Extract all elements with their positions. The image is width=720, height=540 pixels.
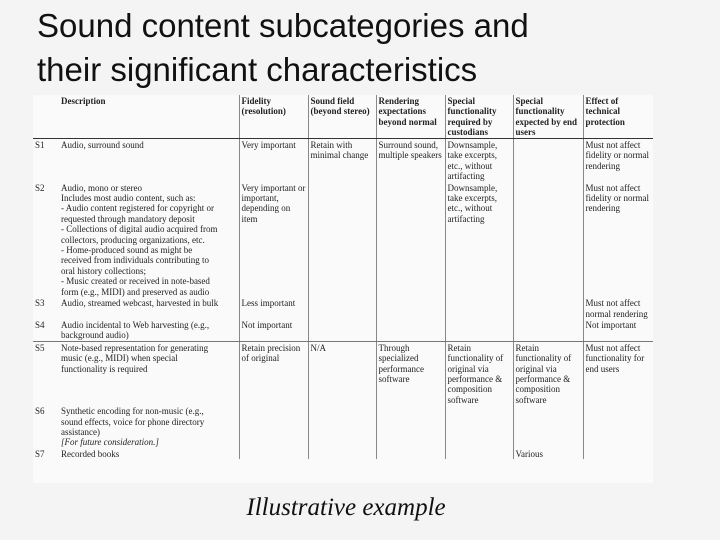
- row-id: S4: [33, 319, 59, 341]
- row-sound-field: [308, 405, 376, 448]
- header-rendering: Rendering expectations beyond normal: [376, 95, 445, 139]
- row-id: S7: [35, 448, 45, 459]
- row-special-end-users: [513, 405, 583, 448]
- row-id: S2: [35, 182, 45, 193]
- table-row: [33, 139, 653, 182]
- row-description: [59, 297, 239, 319]
- description-line: Audio, mono or stereo: [61, 182, 142, 193]
- description-line: received from individuals contributing to: [61, 255, 209, 266]
- row-effect: Must not affect functionality for end users: [583, 341, 653, 405]
- row-special-end-users: [513, 319, 583, 341]
- table-row: [33, 182, 653, 297]
- description-line: sound effects, voice for phone directory: [61, 416, 205, 427]
- description-line: form (e.g., MIDI) and preserved as audio: [61, 286, 210, 297]
- row-id: S6: [35, 406, 45, 417]
- description-line: background audio): [61, 330, 129, 341]
- description-line: Synthetic encoding for non-music (e.g.,: [61, 406, 204, 417]
- row-rendering: Through specialized performance software: [376, 341, 445, 405]
- row-special-custodians: Retain functionality of original via performance & composition software: [445, 341, 513, 405]
- row-sound-field: [308, 182, 376, 297]
- row-description: [59, 139, 239, 182]
- row-fidelity: Not important: [239, 319, 308, 341]
- row-effect: Must not affect fidelity or normal rendering: [583, 139, 653, 182]
- row-effect: Must not affect fidelity or normal rendering: [583, 182, 653, 297]
- table-row: [33, 341, 653, 405]
- row-rendering: Surround sound, multiple speakers: [376, 139, 445, 182]
- row-special-end-users: [513, 297, 583, 319]
- row-fidelity: Very important or important, depending on item: [239, 182, 308, 297]
- description-line: Audio incidental to Web harvesting (e.g.,: [61, 319, 210, 330]
- row-id: S3: [35, 298, 45, 309]
- row-effect: [583, 448, 653, 459]
- row-fidelity: Less important: [239, 297, 308, 319]
- description-line: - Home-produced sound as might be: [61, 245, 193, 256]
- slide-title: [37, 4, 697, 92]
- row-fidelity: [239, 448, 308, 459]
- row-effect: Not important: [583, 319, 653, 341]
- description-line: music (e.g., MIDI) when special: [61, 353, 178, 364]
- title-line-2: their significant characteristics: [37, 51, 478, 88]
- header-description: Description: [59, 95, 239, 139]
- row-rendering: [376, 319, 445, 341]
- caption: Illustrative example: [246, 494, 446, 521]
- row-rendering: [376, 297, 445, 319]
- description-line: - Collections of digital audio acquired from: [61, 224, 218, 235]
- row-special-end-users: [513, 182, 583, 297]
- header-fidelity: Fidelity (resolution): [239, 95, 308, 139]
- header-id: [33, 95, 59, 139]
- row-description: [59, 448, 239, 459]
- row-id: S1: [35, 140, 45, 150]
- header-special-end-users: Special functionality expected by end users: [513, 95, 583, 139]
- row-special-custodians: [445, 448, 513, 459]
- row-rendering: [376, 182, 445, 297]
- row-description: [59, 319, 239, 341]
- row-special-custodians: [445, 297, 513, 319]
- row-special-custodians: [445, 319, 513, 341]
- table-header-row: [33, 95, 653, 139]
- row-special-custodians: Downsample, take excerpts, etc., without artifacting: [445, 182, 513, 297]
- description-line: - Audio content registered for copyright or: [61, 203, 214, 214]
- table-row: [33, 448, 653, 459]
- row-fidelity: Very important: [239, 139, 308, 182]
- row-description: [59, 341, 239, 405]
- row-sound-field: [308, 297, 376, 319]
- row-effect: Must not affect normal rendering: [583, 297, 653, 319]
- description-line: Audio, streamed webcast, harvested in bulk: [61, 298, 219, 309]
- table-row: [33, 319, 653, 341]
- description-line: [For future consideration.]: [61, 437, 159, 448]
- description-line: Recorded books: [61, 448, 120, 459]
- header-effect: Effect of technical protection: [583, 95, 653, 139]
- row-special-end-users: Retain functionality of original via performance & composition software: [513, 341, 583, 405]
- description-line: Includes most audio content, such as:: [61, 193, 196, 204]
- description-line: requested through mandatory deposit: [61, 213, 195, 224]
- characteristics-table-scan: [33, 95, 653, 483]
- row-sound-field: Retain with minimal change: [308, 139, 376, 182]
- table-row: [33, 297, 653, 319]
- row-special-end-users: Various: [513, 448, 583, 459]
- title-line-1: Sound content subcategories and: [37, 7, 529, 44]
- description-line: collectors, producing organizations, etc.: [61, 234, 205, 245]
- row-rendering: [376, 405, 445, 448]
- row-sound-field: N/A: [308, 341, 376, 405]
- row-fidelity: [239, 405, 308, 448]
- row-special-custodians: [445, 405, 513, 448]
- description-line: oral history collections;: [61, 265, 146, 276]
- row-fidelity: Retain precision of original: [239, 341, 308, 405]
- row-sound-field: [308, 319, 376, 341]
- row-sound-field: [308, 448, 376, 459]
- description-line: Audio, surround sound: [61, 140, 144, 150]
- row-id: S5: [35, 342, 45, 353]
- characteristics-table: [33, 95, 653, 459]
- row-description: [59, 405, 239, 448]
- row-effect: [583, 405, 653, 448]
- header-special-custodians: Special functionality required by custodians: [445, 95, 513, 139]
- description-line: - Music created or received in note-based: [61, 276, 210, 287]
- description-line: assistance): [61, 426, 100, 437]
- row-description: [59, 182, 239, 297]
- row-rendering: [376, 448, 445, 459]
- description-line: functionality is required: [61, 363, 148, 374]
- description-line: Note-based representation for generating: [61, 342, 209, 353]
- table-row: [33, 405, 653, 448]
- header-sound-field: Sound field (beyond stereo): [308, 95, 376, 139]
- row-special-custodians: Downsample, take excerpts, etc., without artifacting: [445, 139, 513, 182]
- row-special-end-users: [513, 139, 583, 182]
